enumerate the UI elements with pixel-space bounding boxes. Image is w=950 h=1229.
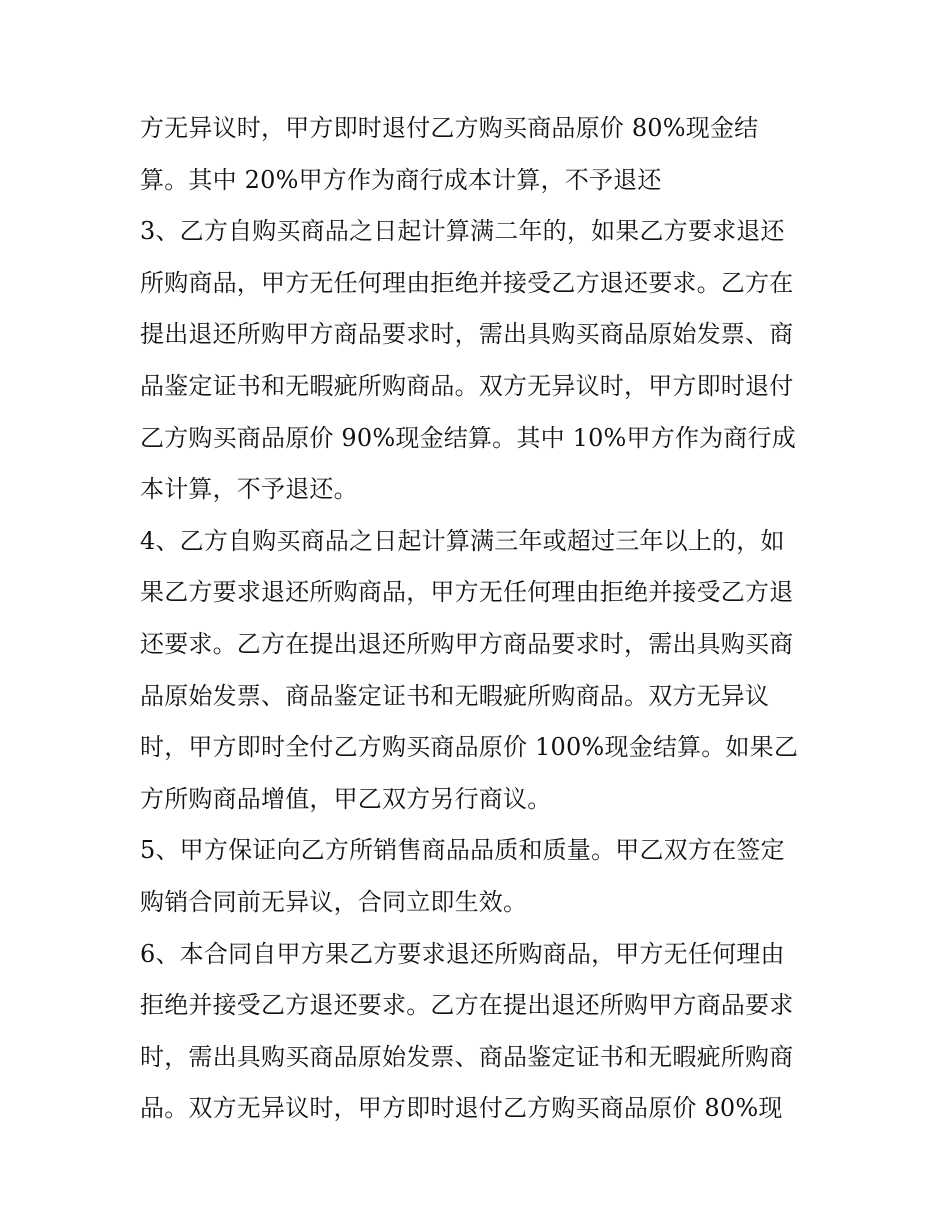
text-line: 果乙方要求退还所购商品，甲方无任何理由拒绝并接受乙方退 <box>140 578 794 607</box>
text-line: 所购商品，甲方无任何理由拒绝并接受乙方退还要求。乙方在 <box>140 268 794 297</box>
text-line: 拒绝并接受乙方退还要求。乙方在提出退还所购甲方商品要求 <box>140 991 794 1020</box>
text-line: 方无异议时，甲方即时退付乙方购买商品原价 80%现金结 <box>140 114 759 142</box>
clause-3-start-line: 3、乙方自购买商品之日起计算满二年的，如果乙方要求退还 <box>140 217 785 246</box>
contract-body-text <box>140 108 820 1140</box>
text-line: 算。其中 20%甲方作为商行成本计算，不予退还 <box>140 165 662 194</box>
text-line: 提出退还所购甲方商品要求时，需出具购买商品原始发票、商 <box>140 320 794 349</box>
clause-5-start-line: 5、甲方保证向乙方所销售商品品质和质量。甲乙双方在签定 <box>140 836 785 865</box>
text-line: 方所购商品增值，甲乙双方另行商议。 <box>140 784 552 813</box>
text-line: 时，甲方即时全付乙方购买商品原价 100%现金结算。如果乙 <box>140 733 799 762</box>
text-line: 品。双方无异议时，甲方即时退付乙方购买商品原价 80%现 <box>140 1094 783 1123</box>
text-line: 品鉴定证书和无暇疵所购商品。双方无异议时，甲方即时退付 <box>140 371 794 400</box>
text-line: 购销合同前无异议，合同立即生效。 <box>140 887 528 916</box>
text-line: 时，需出具购买商品原始发票、商品鉴定证书和无暇疵所购商 <box>140 1042 794 1071</box>
clause-4-start-line: 4、乙方自购买商品之日起计算满三年或超过三年以上的，如 <box>140 526 785 555</box>
text-line: 还要求。乙方在提出退还所购甲方商品要求时，需出具购买商 <box>140 629 794 658</box>
clause-6-start-line: 6、本合同自甲方果乙方要求退还所购商品，甲方无任何理由 <box>140 939 785 968</box>
text-line: 品原始发票、商品鉴定证书和无暇疵所购商品。双方无异议 <box>140 681 770 710</box>
text-line: 乙方购买商品原价 90%现金结算。其中 10%甲方作为商行成 <box>140 423 796 452</box>
text-line: 本计算，不予退还。 <box>140 475 358 504</box>
